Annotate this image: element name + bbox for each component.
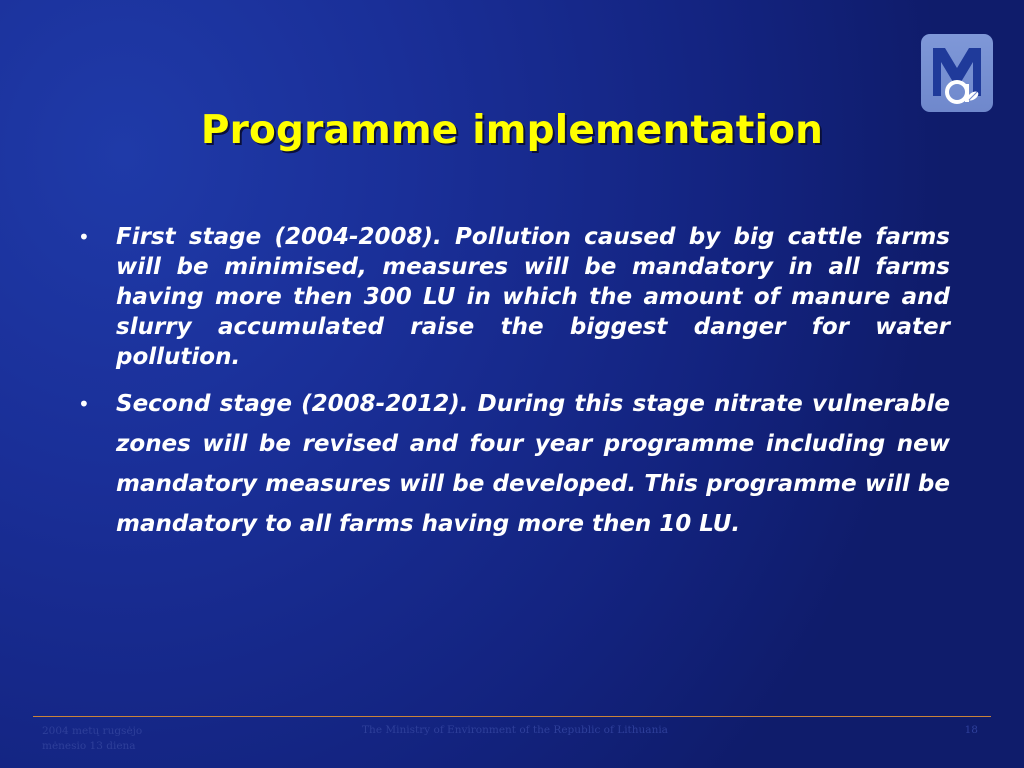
bullet-text: Second stage (2008-2012). During this stage nitrate vulnerable zones will be revised and four year programme including new mandatory measures will be developed. This programme will be mandatory to all farms having more then 10 LU.: [116, 391, 950, 537]
slide-title: Programme implementation: [200, 108, 824, 153]
footer-ministry-name: The Ministry of Environment of the Republic of Lithuania: [362, 724, 668, 736]
bullet-icon: •: [78, 225, 90, 249]
footer-divider: [33, 716, 991, 717]
footer-page-number: 18: [964, 724, 978, 736]
bullet-list: [76, 222, 950, 544]
bullet-item-first-stage: [76, 222, 950, 372]
ministry-logo-icon: [921, 34, 993, 112]
footer-date-line2: mėnesio 13 diena: [42, 740, 136, 752]
bullet-item-second-stage: [76, 384, 950, 544]
footer-date: [42, 724, 202, 754]
bullet-icon: •: [78, 392, 90, 416]
bullet-text: First stage (2004-2008). Pollution caused by big cattle farms will be minimised, measures will be mandatory in all farms having more then 300 LU in which the amount of manure and slurry accumulated raise the biggest danger for water pollution.: [116, 224, 950, 370]
footer-date-line1: 2004 metų rugsėjo: [42, 725, 143, 737]
